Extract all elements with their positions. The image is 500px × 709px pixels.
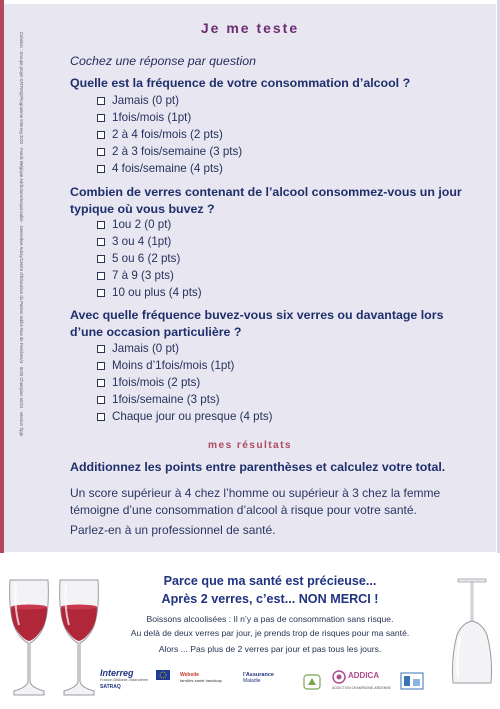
upside-down-glass-icon [448, 577, 496, 687]
score-line-2: témoigne d’une consommation d’alcool à risque pour votre santé. [70, 502, 417, 517]
option-item[interactable] [97, 391, 272, 408]
option-item[interactable] [97, 340, 272, 357]
checkbox-icon[interactable] [97, 413, 105, 421]
option-item[interactable] [97, 374, 272, 391]
checkbox-icon[interactable] [97, 114, 105, 122]
eu-flag-icon [156, 670, 170, 680]
assurance-logo-text: l'Assurance [243, 672, 274, 678]
headline-line-1: Parce que ma santé est précieuse... [163, 574, 377, 588]
option-label: Jamais (0 pt) [112, 342, 180, 355]
option-label: Jamais (0 pt) [112, 94, 180, 107]
checkbox-icon[interactable] [97, 345, 105, 353]
assurance-maladie-logo [243, 672, 287, 684]
option-label: 5 ou 6 (2 pts) [112, 252, 181, 265]
option-label: 1ou 2 (0 pt) [112, 218, 172, 231]
checkbox-icon[interactable] [97, 379, 105, 387]
option-label: 7 à 9 (3 pts) [112, 269, 174, 282]
footer-message-3: Alors ... Pas plus de 2 verres par jour et pas tous les jours. [158, 644, 382, 654]
option-label: 2 à 3 fois/semaine (3 pts) [112, 145, 243, 158]
option-item[interactable] [97, 109, 242, 126]
addica-logo-text: ADDICA [348, 671, 380, 680]
website-logo-subtext: familles santé handicap [180, 678, 222, 683]
question-3-options [97, 340, 272, 425]
assurance-logo-subtext: Maladie [243, 678, 261, 684]
question-2-line-1: Combien de verres contenant de l’alcool consommez-vous un jour [70, 185, 462, 199]
checkbox-icon[interactable] [97, 148, 105, 156]
addica-emblem-icon [332, 670, 346, 684]
wine-glass-icon [4, 577, 54, 703]
option-label: 1fois/mois (1pt) [112, 111, 192, 124]
question-2 [70, 184, 490, 218]
results-instruction: Additionnez les points entre parenthèses et calculez votre total. [70, 460, 446, 474]
question-2-line-2: typique où vous buvez ? [70, 202, 215, 216]
option-item[interactable] [97, 92, 242, 109]
option-item[interactable] [97, 284, 202, 301]
score-line-1: Un score supérieur à 4 chez l’homme ou supérieur à 3 chez la femme [70, 486, 441, 500]
question-1: Quelle est la fréquence de votre consommation d’alcool ? [70, 76, 411, 90]
option-label: Chaque jour ou presque (4 pts) [112, 410, 273, 423]
option-item[interactable] [97, 408, 272, 425]
option-item[interactable] [97, 216, 202, 233]
question-3-line-1: Avec quelle fréquence buvez-vous six verres ou davantage lors [70, 308, 444, 322]
results-heading: mes résultats [208, 440, 292, 451]
option-label: 10 ou plus (4 pts) [112, 286, 202, 299]
footer-message-2: Au delà de deux verres par jour, je prends trop de risques pour ma santé. [130, 628, 410, 638]
checkbox-icon[interactable] [97, 238, 105, 246]
checkbox-icon[interactable] [97, 362, 105, 370]
option-label: 2 à 4 fois/mois (2 pts) [112, 128, 223, 141]
wine-glass-icon [54, 577, 104, 703]
partner-badge-icon [303, 674, 321, 690]
question-3 [70, 307, 490, 341]
headline-line-2: Après 2 verres, c’est... NON MERCI ! [161, 591, 379, 606]
option-label: Moins d’1fois/mois (1pt) [112, 359, 235, 372]
option-item[interactable] [97, 357, 272, 374]
advice-text: Parlez-en à un professionnel de santé. [70, 523, 276, 537]
checkbox-icon[interactable] [97, 165, 105, 173]
interreg-logo-subtext: France-Wallonie-Vlaanderen [100, 678, 149, 682]
question-2-options [97, 216, 202, 301]
question-3-line-2: d’une occasion particulière ? [70, 325, 242, 339]
option-label: 1fois/semaine (3 pts) [112, 393, 220, 406]
option-label: 4 fois/semaine (4 pts) [112, 162, 223, 175]
page-title: Je me teste [200, 20, 300, 36]
addica-logo-subtext: ADDICTION CHAMPAGNE-ARDENNE [332, 686, 391, 690]
checkbox-icon[interactable] [97, 97, 105, 105]
website-logo [180, 672, 238, 683]
checkbox-icon[interactable] [97, 221, 105, 229]
instruction: Cochez une réponse par question [70, 54, 256, 68]
option-label: 3 ou 4 (1pt) [112, 235, 172, 248]
question-1-options [97, 92, 242, 177]
sidebar-credit [15, 32, 25, 542]
checkbox-icon[interactable] [97, 396, 105, 404]
score-explanation [70, 485, 470, 518]
website-logo-text: Website [180, 672, 200, 678]
checkbox-icon[interactable] [97, 131, 105, 139]
footer-headline [110, 573, 430, 608]
option-item[interactable] [97, 250, 202, 267]
checkbox-icon[interactable] [97, 289, 105, 297]
partner-logo-icon [400, 672, 424, 690]
checkbox-icon[interactable] [97, 272, 105, 280]
option-item[interactable] [97, 160, 242, 177]
option-item[interactable] [97, 267, 202, 284]
partner-logos [100, 668, 445, 700]
option-item[interactable] [97, 126, 242, 143]
checkbox-icon[interactable] [97, 255, 105, 263]
sidebar-credit-text: Création : Groupe projet SATRAQ/Programme Interreg 2022 · Fonds Belgique Addictions/responsable · Geneviève Aubry/Centre d'Éducation du Patient asbl/4-Rue de Ferrières/4 · 5020 Champion 60/22 · Version Tipje [19, 32, 24, 437]
satraq-logo-text: SATRAQ [100, 684, 121, 690]
option-item[interactable] [97, 143, 242, 160]
footer-message-1: Boissons alcoolisées : Il n’y a pas de consommation sans risque. [146, 614, 394, 624]
option-label: 1fois/mois (2 pts) [112, 376, 201, 389]
interreg-logo-text: Interreg [100, 668, 134, 678]
option-item[interactable] [97, 233, 202, 250]
